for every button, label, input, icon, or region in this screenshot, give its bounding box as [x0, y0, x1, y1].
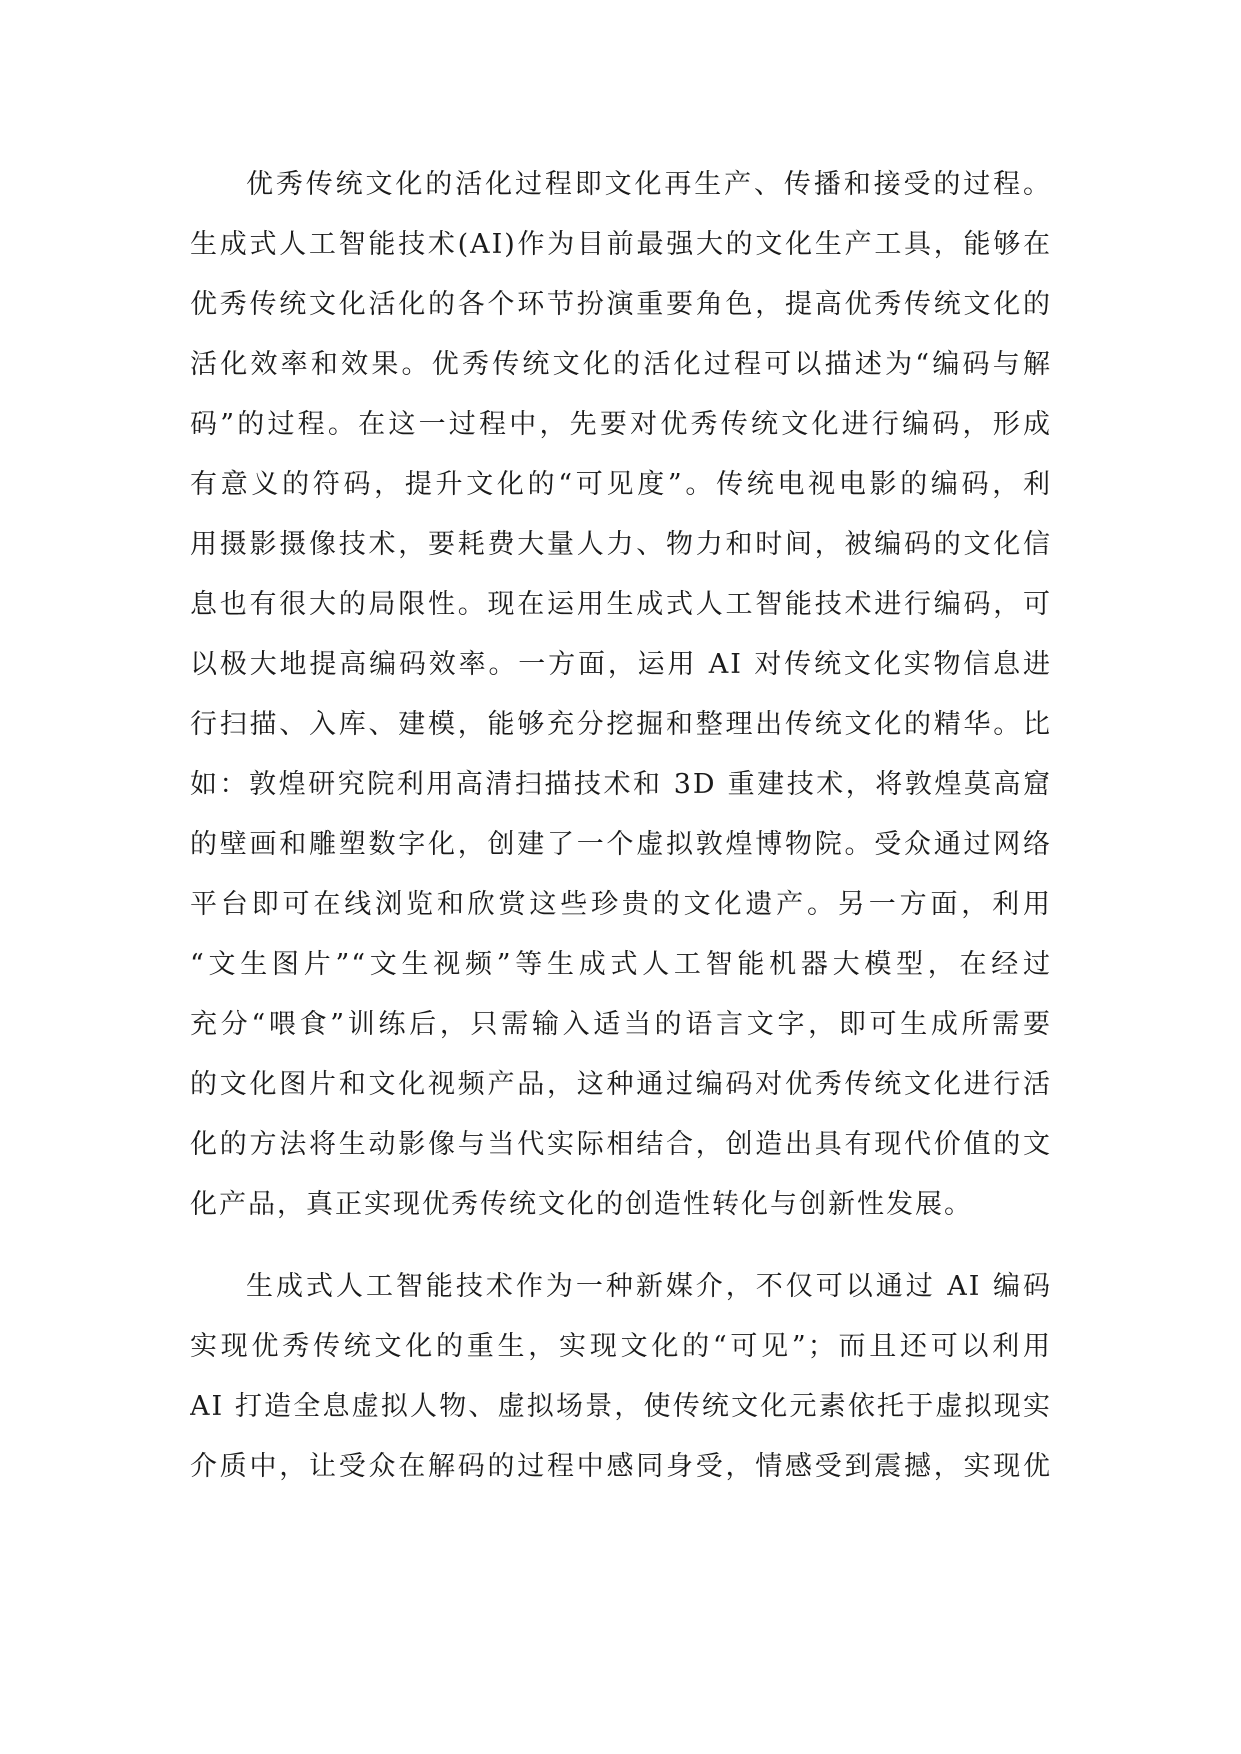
paragraph-1 — [190, 155, 1052, 1235]
text-line: 化的方法将生动影像与当代实际相结合，创造出具有现代价值的文 — [190, 1129, 1052, 1160]
text-line: 优秀传统文化活化的各个环节扮演重要角色，提高优秀传统文化的 — [190, 289, 1052, 320]
text-line: 化产品，真正实现优秀传统文化的创造性转化与创新性发展。 — [190, 1189, 973, 1220]
text-line: 以极大地提高编码效率。一方面，运用 AI 对传统文化实物信息进 — [190, 649, 1052, 680]
text-line: “文生图片”“文生视频”等生成式人工智能机器大模型，在经过 — [190, 949, 1052, 980]
text-line: 生成式人工智能技术(AI)作为目前最强大的文化生产工具，能够在 — [190, 229, 1052, 260]
text-line: 的壁画和雕塑数字化，创建了一个虚拟敦煌博物院。受众通过网络 — [190, 829, 1052, 860]
text-line: 介质中，让受众在解码的过程中感同身受，情感受到震撼，实现优 — [190, 1451, 1052, 1482]
text-line: 码”的过程。在这一过程中，先要对优秀传统文化进行编码，形成 — [190, 409, 1052, 440]
text-line: 平台即可在线浏览和欣赏这些珍贵的文化遗产。另一方面，利用 — [190, 889, 1052, 920]
body-text — [190, 155, 1052, 1497]
paragraph-spacer — [190, 1235, 1052, 1257]
text-line: 实现优秀传统文化的重生，实现文化的“可见”；而且还可以利用 — [190, 1331, 1052, 1362]
text-line: 优秀传统文化的活化过程即文化再生产、传播和接受的过程。 — [246, 169, 1052, 200]
text-line: 充分“喂食”训练后，只需输入适当的语言文字，即可生成所需要 — [190, 1009, 1052, 1040]
text-line: 息也有很大的局限性。现在运用生成式人工智能技术进行编码，可 — [190, 589, 1052, 620]
text-line: 活化效率和效果。优秀传统文化的活化过程可以描述为“编码与解 — [190, 349, 1052, 380]
text-line: 有意义的符码，提升文化的“可见度”。传统电视电影的编码，利 — [190, 469, 1052, 500]
paragraph-2 — [190, 1257, 1052, 1497]
text-line: 的文化图片和文化视频产品，这种通过编码对优秀传统文化进行活 — [190, 1069, 1052, 1100]
text-line: 如：敦煌研究院利用高清扫描技术和 3D 重建技术，将敦煌莫高窟 — [190, 769, 1052, 800]
text-line: 用摄影摄像技术，要耗费大量人力、物力和时间，被编码的文化信 — [190, 529, 1052, 560]
text-line: 生成式人工智能技术作为一种新媒介，不仅可以通过 AI 编码 — [246, 1271, 1052, 1302]
text-line: 行扫描、入库、建模，能够充分挖掘和整理出传统文化的精华。比 — [190, 709, 1052, 740]
text-line: AI 打造全息虚拟人物、虚拟场景，使传统文化元素依托于虚拟现实 — [190, 1391, 1052, 1422]
